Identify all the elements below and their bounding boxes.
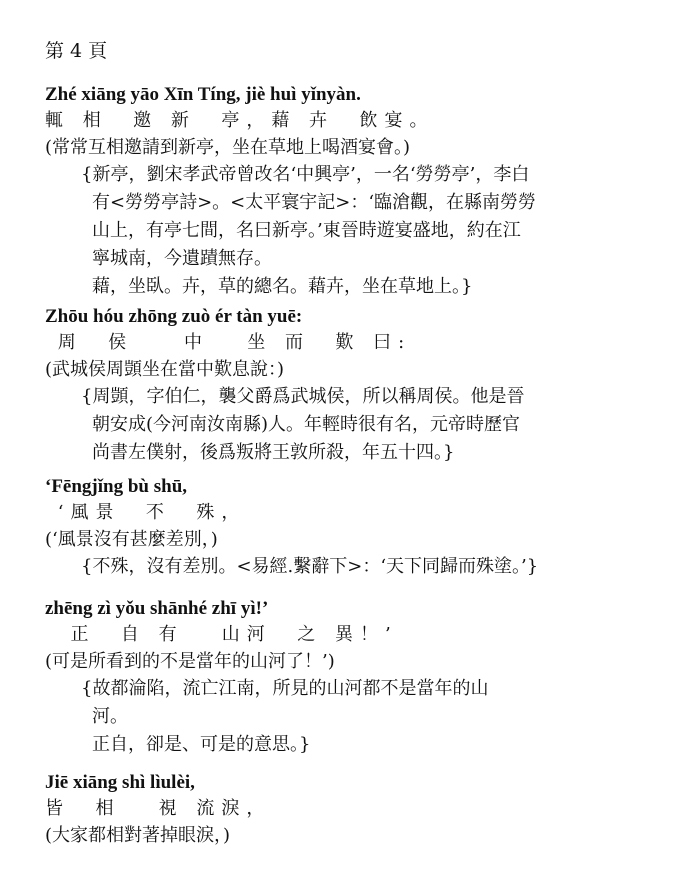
page-number: 第 4 頁 — [45, 40, 108, 62]
annotation-line: 藉，坐臥。卉，草的總名。藉卉，坐在草地上。} — [92, 276, 473, 297]
stanza-5 — [45, 770, 665, 849]
annotation-line: 朝安成(今河南汝南縣)人。年輕時很有名，元帝時歷官 — [92, 414, 521, 435]
chinese-line: 正 自 有 山河 之 異！’ — [45, 624, 398, 645]
stanza-2 — [45, 304, 665, 467]
annotation-line: 尚書左僕射，後爲叛將王敦所殺，年五十四。} — [92, 442, 455, 463]
annotation — [45, 161, 665, 301]
stanza-3 — [45, 474, 665, 581]
annotation-line: {不殊，沒有差別。<易經.繫辭下>：‘天下同歸而殊塗。’} — [81, 556, 539, 577]
stanza-1 — [45, 82, 665, 301]
pinyin-line: zhēng zì yǒu shānhé zhī yì!’ — [45, 598, 269, 619]
annotation-line: 山上，有亭七間，名曰新亭。’東晉時遊宴盛地，約在江 — [92, 220, 521, 241]
translation-line: (‘風景沒有甚麼差別，) — [45, 529, 218, 550]
chinese-line: 輒 相 邀 新 亭，藉 卉 飲宴。 — [45, 110, 435, 131]
annotation-line: {故都淪陷，流亡江南，所見的山河都不是當年的山 — [81, 678, 489, 699]
translation-line: (常常互相邀請到新亭，坐在草地上喝酒宴會。) — [45, 137, 411, 158]
annotation-line: {新亭，劉宋孝武帝曾改名‘中興亭’，一名‘勞勞亭’，李白 — [81, 164, 530, 185]
chinese-line: 周 侯 中 坐 而 歎 曰: — [45, 332, 412, 353]
pinyin-line: Zhōu hóu zhōng zuò ér tàn yuē: — [45, 306, 303, 327]
pinyin-line: ‘Fēngjǐng bù shū, — [45, 476, 188, 497]
annotation-line: {周顗，字伯仁，襲父爵爲武城侯，所以稱周侯。他是晉 — [81, 386, 525, 407]
stanza-4 — [45, 596, 665, 759]
pinyin-line: Jiē xiāng shì lìulèi, — [45, 772, 195, 793]
translation-line: (可是所看到的不是當年的山河了！’) — [45, 651, 335, 672]
translation-line: (大家都相對著掉眼淚，) — [45, 825, 231, 846]
chinese-line: ‘風景 不 殊， — [45, 502, 247, 523]
annotation — [45, 383, 665, 467]
chinese-line: 皆 相 視 流淚， — [45, 798, 272, 819]
annotation-line: 河。 — [92, 706, 128, 727]
annotation-line: 正自，卻是、可是的意思。} — [92, 734, 311, 755]
annotation — [45, 675, 665, 759]
annotation-line: 寧城南，今遺蹟無存。 — [92, 248, 272, 269]
translation-line: (武城侯周顗坐在當中歎息說：) — [45, 359, 285, 380]
annotation-line: 有<勞勞亭詩>。<太平寰宇記>：‘臨滄觀，在縣南勞勞 — [92, 192, 537, 213]
pinyin-line: Zhé xiāng yāo Xīn Tíng, jiè huì yǐnyàn. — [45, 84, 361, 105]
annotation — [45, 553, 665, 581]
